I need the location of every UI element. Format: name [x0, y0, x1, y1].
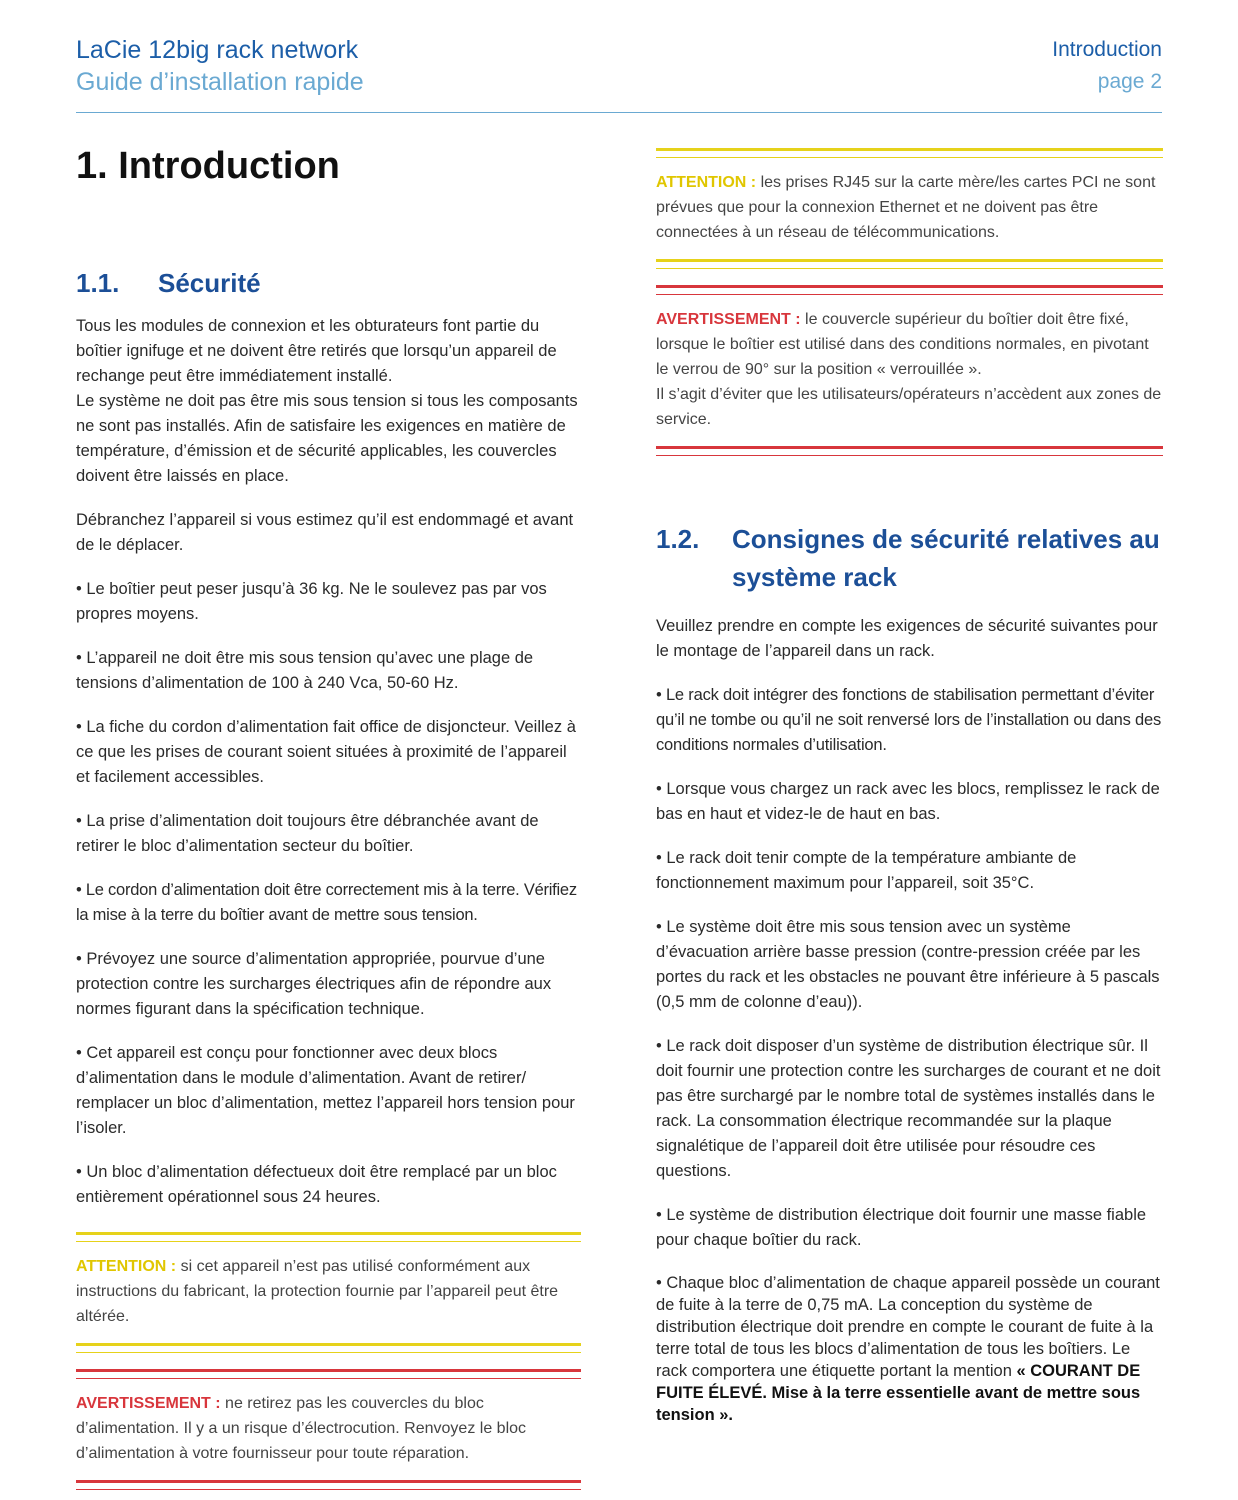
rule-top — [76, 1232, 581, 1238]
left-column — [76, 140, 581, 1490]
bullet-item: • La fiche du cordon d’alimentation fait office de disjoncteur. Veillez à ce que les prises de courant soient situées à proximité de l’appareil et facilement accessibles. — [76, 718, 576, 786]
bullet-item: • Le rack doit intégrer des fonctions de stabilisation permettant d’éviter qu’il ne tombe ou qu’il ne soit renversé lors de l’installation ou dans des conditions normales d’utilisation. — [656, 686, 1162, 754]
bullet-item: • Le rack doit disposer d’un système de distribution électrique sûr. Il doit fournir une protection contre les surcharges de courant et ne doit pas être surchargé par le nombre total de systèmes installés dans le rack. La consommation électrique recommandée sur la plaque signalétique de l’appareil doit être utilisée pour résoudre ces questions. — [656, 1037, 1161, 1180]
attention-box — [656, 148, 1163, 269]
header-right — [1052, 34, 1162, 98]
bullet-item: • Le système de distribution électrique doit fournir une masse fiable pour chaque boîtier du rack. — [656, 1206, 1147, 1249]
warning-text: le couvercle supérieur du boîtier doit être fixé, lorsque le boîtier est utilisé dans des conditions normales, en pivotant le verrou de 90° sur la position « verrouillée ». — [656, 311, 1149, 378]
rule-bottom — [76, 1343, 581, 1349]
bullet-item: • La prise d’alimentation doit toujours être débranchée avant de retirer le bloc d’alimentation secteur du boîtier. — [76, 812, 539, 855]
page-header — [76, 34, 1162, 113]
attention-text: si cet appareil n’est pas utilisé conformément aux instructions du fabricant, la protection fournie par l’appareil peut être altérée. — [76, 1258, 559, 1325]
warning-text-2: Il s’agit d’éviter que les utilisateurs/opérateurs n’accèdent aux zones de service. — [656, 386, 1162, 428]
attention-box — [76, 1232, 581, 1353]
bullet-item: • L’appareil ne doit être mis sous tension qu’avec une plage de tensions d’alimentation de 100 à 240 Vca, 50-60 Hz. — [76, 649, 534, 692]
doc-subtitle: Guide d’installation rapide — [76, 68, 364, 96]
warning-content — [656, 295, 1163, 446]
section-heading-rack — [656, 520, 1163, 596]
chapter-title: 1. Introduction — [76, 145, 340, 187]
bullet-item: • Un bloc d’alimentation défectueux doit être remplacé par un bloc entièrement opérationnel sous 24 heures. — [76, 1163, 557, 1206]
warning-text: ne retirez pas les couvercles du bloc d’alimentation. Il y a un risque d’électrocution. Renvoyez le bloc d’alimentation à votre fournisseur pour toute réparation. — [76, 1395, 527, 1462]
bullet-emphasis: « COURANT DE FUITE ÉLEVÉ. Mise à la terre essentielle avant de mettre sous tension ». — [656, 1362, 1141, 1424]
section-title: Consignes de sécurité relatives au système rack — [732, 524, 1160, 592]
warning-content — [76, 1379, 581, 1480]
bullet-item — [656, 1272, 1163, 1426]
right-column — [656, 148, 1163, 1445]
page-number: page 2 — [1097, 70, 1162, 93]
bullet-item: • Le cordon d’alimentation doit être correctement mis à la terre. Vérifiez la mise à la terre du boîtier avant de mettre sous tension. — [76, 881, 577, 924]
attention-content — [76, 1242, 581, 1343]
attention-text: les prises RJ45 sur la carte mère/les cartes PCI ne sont prévues que pour la connexion Ethernet et ne doivent pas être connectées à un réseau de télécommunications. — [656, 174, 1156, 241]
bullet-item: • Lorsque vous chargez un rack avec les blocs, remplissez le rack de bas en haut et videz-le de haut en bas. — [656, 780, 1160, 823]
warning-label: AVERTISSEMENT : — [656, 311, 801, 328]
attention-label: ATTENTION : — [656, 174, 757, 191]
section-title: Sécurité — [158, 268, 261, 298]
section-number: 1.2. — [656, 524, 700, 554]
rule-bottom — [656, 446, 1163, 452]
paragraph-text: Le système ne doit pas être mis sous tension si tous les composants ne sont pas installés. Afin de satisfaire les exigences en matière de température, d’émission et de sécurité applicables, les couvercles doivent être laissés en place. — [76, 392, 578, 485]
attention-content — [656, 158, 1163, 259]
rule-top — [656, 285, 1163, 291]
rule-top — [656, 148, 1163, 154]
rule-bottom — [76, 1480, 581, 1486]
paragraph — [76, 314, 581, 489]
bullet-item: • Prévoyez une source d’alimentation appropriée, pourvue d’une protection contre les surcharges électriques afin de répondre aux normes figurant dans la spécification technique. — [76, 950, 552, 1018]
paragraph: Débranchez l’appareil si vous estimez qu’il est endommagé et avant de le déplacer. — [76, 511, 574, 554]
warning-label: AVERTISSEMENT : — [76, 1395, 221, 1412]
bullet-item: • Le rack doit tenir compte de la température ambiante de fonctionnement maximum pour l’appareil, soit 35°C. — [656, 849, 1077, 892]
warning-box — [656, 285, 1163, 456]
bullet-text: • Chaque bloc d’alimentation de chaque appareil possède un courant de fuite à la terre de 0,75 mA. La conception du système de distribution électrique doit prendre en compte le courant de fuite à la terre total de tous les blocs d’alimentation de tous les boîtiers. Le rack comportera une étiquette portant la mention — [656, 1274, 1160, 1380]
warning-box — [76, 1369, 581, 1490]
paragraph: Veuillez prendre en compte les exigences de sécurité suivantes pour le montage de l’appareil dans un rack. — [656, 617, 1158, 660]
bullet-item: • Le système doit être mis sous tension avec un système d’évacuation arrière basse pression (contre-pression créée par les portes du rack et les obstacles ne pouvant être inférieure à 5 pascals (0,5 mm de colonne d’eau)). — [656, 918, 1160, 1011]
header-left — [76, 34, 364, 98]
bullet-item: • Cet appareil est conçu pour fonctionner avec deux blocs d’alimentation dans le module d’alimentation. Avant de retirer/ remplacer un bloc d’alimentation, mettez l’appareil hors tension pour l’isoler. — [76, 1044, 575, 1137]
paragraph-text: Tous les modules de connexion et les obturateurs font partie du boîtier ignifuge et ne doivent être retirés que lorsqu’un appareil de rechange peut être immédiatement installé. — [76, 317, 557, 385]
section-heading-security — [76, 264, 581, 302]
rule-bottom — [656, 259, 1163, 265]
section-number: 1.1. — [76, 268, 120, 298]
attention-label: ATTENTION : — [76, 1258, 177, 1275]
bullet-item: • Le boîtier peut peser jusqu’à 36 kg. Ne le soulevez pas par vos propres moyens. — [76, 580, 547, 623]
doc-title: LaCie 12big rack network — [76, 36, 359, 64]
rule-top — [76, 1369, 581, 1375]
rule-bottom-thin — [76, 1489, 581, 1490]
section-name: Introduction — [1052, 38, 1162, 61]
